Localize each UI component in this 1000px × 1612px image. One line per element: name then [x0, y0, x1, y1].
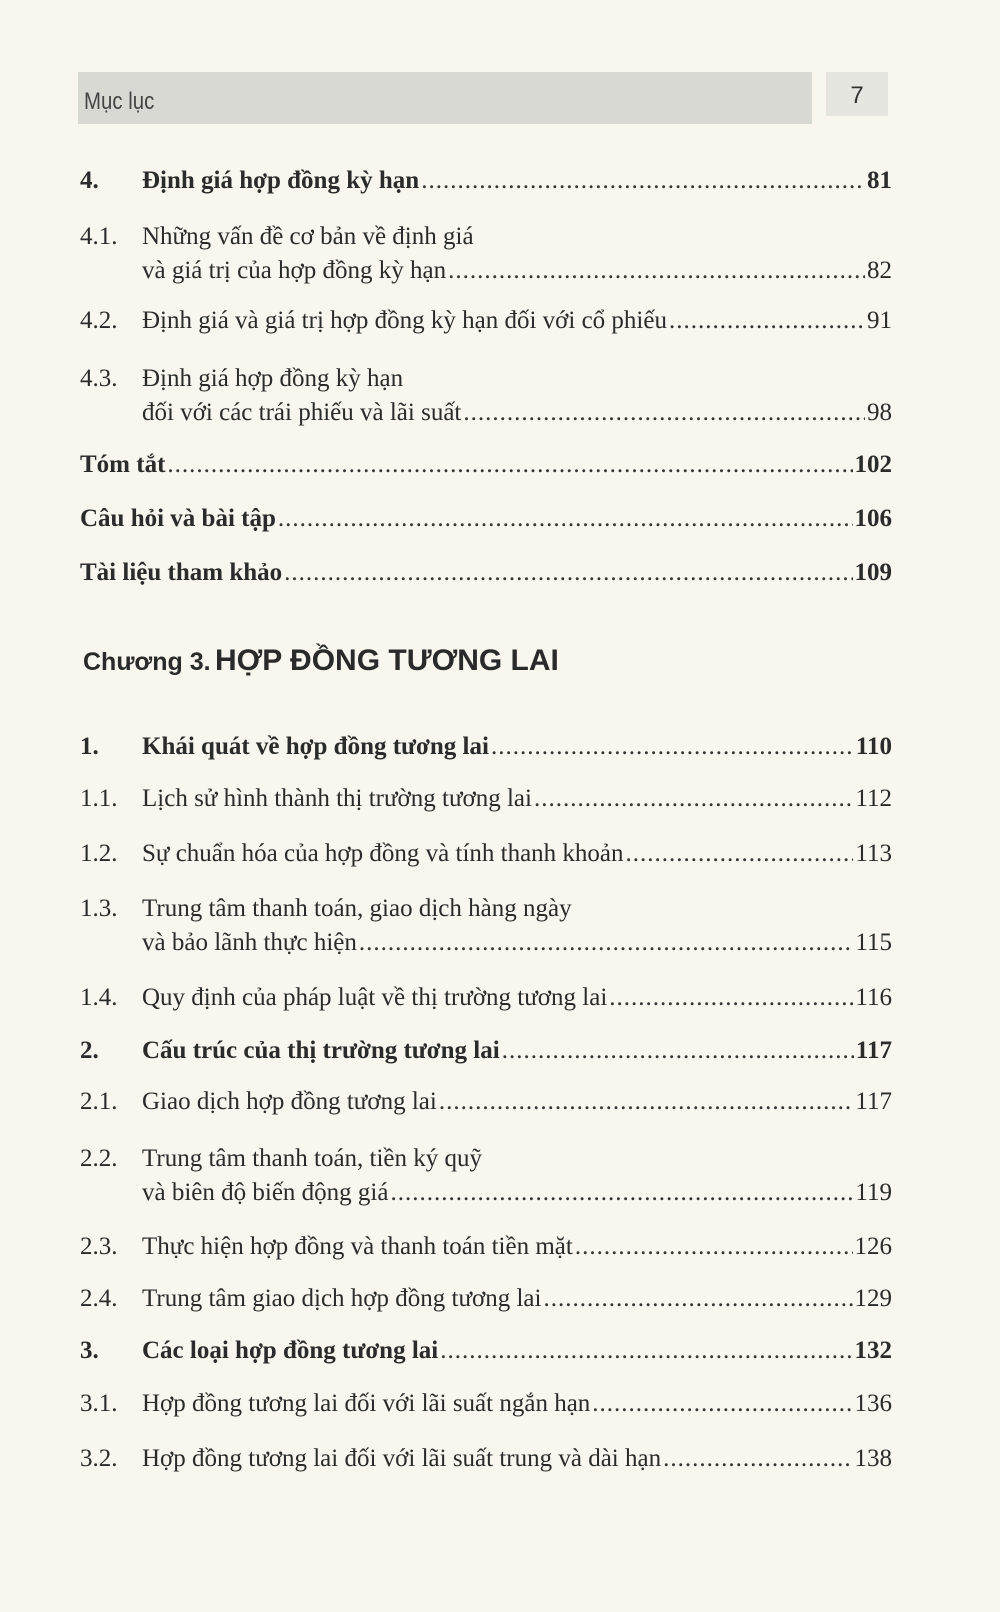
toc-entry-title: Lịch sử hình thành thị trường tương lai — [142, 785, 532, 812]
toc-entry — [80, 362, 892, 430]
toc-entry-page: 129 — [854, 1285, 892, 1312]
toc-entry-title: Định giá và giá trị hợp đồng kỳ hạn đối với cổ phiếu — [142, 307, 667, 334]
toc-entry-page: 113 — [855, 840, 892, 867]
toc-entry-page: 91 — [867, 307, 892, 334]
toc-entry-title: Hợp đồng tương lai đối với lãi suất trung và dài hạn — [142, 1445, 662, 1472]
toc-entry — [80, 1442, 892, 1476]
dot-leader — [421, 164, 865, 198]
toc-entry — [80, 304, 892, 338]
dot-leader — [663, 1442, 852, 1476]
toc-entry — [80, 1085, 892, 1119]
dot-leader — [448, 254, 865, 288]
chapter-number: Chương 3. — [83, 648, 211, 676]
toc-entry-number: 4.1. — [80, 223, 118, 250]
toc-entry-title: Trung tâm thanh toán, tiền ký quỹ — [142, 1145, 483, 1172]
toc-entry — [80, 892, 892, 960]
toc-entry-page: 117 — [855, 1088, 892, 1115]
toc-entry-number: 1. — [80, 733, 99, 760]
dot-leader — [463, 396, 865, 430]
toc-entry — [80, 981, 892, 1015]
toc-entry-number: 2. — [80, 1037, 99, 1064]
toc-entry-page: 102 — [854, 451, 892, 478]
toc-entry-title: Tài liệu tham khảo — [80, 559, 283, 586]
toc-entry-number: 4.2. — [80, 307, 118, 334]
toc-entry-title: Định giá hợp đồng kỳ hạn — [142, 365, 404, 392]
dot-leader — [439, 1085, 854, 1119]
dot-leader — [502, 1034, 854, 1068]
chapter-title: HỢP ĐỒNG TƯƠNG LAI — [215, 644, 559, 677]
toc-entry-page: 109 — [854, 559, 892, 586]
toc-entry-page: 136 — [854, 1390, 892, 1417]
toc-entry-title: Trung tâm thanh toán, giao dịch hàng ngày — [142, 895, 572, 922]
toc-entry-title: Câu hỏi và bài tập — [80, 505, 276, 532]
dot-leader — [609, 981, 853, 1015]
dot-leader — [167, 448, 852, 482]
dot-leader — [575, 1230, 853, 1264]
dot-leader — [592, 1387, 852, 1421]
toc-entry-number: 3. — [80, 1337, 99, 1364]
toc-entry-page: 138 — [854, 1445, 892, 1472]
dot-leader — [626, 837, 854, 871]
toc-entry — [80, 220, 892, 288]
toc-entry-page: 126 — [854, 1233, 892, 1260]
toc-entry-page: 116 — [855, 984, 892, 1011]
toc-entry-page: 98 — [867, 399, 892, 426]
toc-entry-number: 2.3. — [80, 1233, 118, 1260]
toc-entry-number: 2.4. — [80, 1285, 118, 1312]
dot-leader — [491, 730, 854, 764]
toc-entry-page: 117 — [855, 1037, 892, 1064]
toc-entry-title: Tóm tắt — [80, 451, 166, 478]
toc-entry-title: Những vấn đề cơ bản về định giá — [142, 223, 474, 250]
toc-entry-number: 4. — [80, 167, 99, 194]
toc-entry-page: 112 — [855, 785, 892, 812]
toc-entry-page: 119 — [855, 1179, 892, 1206]
dot-leader — [278, 502, 853, 536]
dot-leader — [284, 556, 852, 590]
toc-entry-page: 132 — [854, 1337, 892, 1364]
dot-leader — [440, 1334, 852, 1368]
toc-entry-page: 115 — [855, 929, 892, 956]
toc-entry-title: Quy định của pháp luật về thị trường tương lai — [142, 984, 608, 1011]
toc-entry-title: Khái quát về hợp đồng tương lai — [142, 733, 489, 760]
toc-entry — [80, 1034, 892, 1068]
dot-leader — [534, 782, 853, 816]
toc-entry-title: Sự chuẩn hóa của hợp đồng và tính thanh khoản — [142, 840, 624, 867]
toc-entry-number: 2.1. — [80, 1088, 118, 1115]
dot-leader — [390, 1176, 853, 1210]
dot-leader — [359, 926, 854, 960]
toc-entry — [80, 502, 892, 536]
chapter-heading — [83, 644, 559, 678]
toc-entry-title: Giao dịch hợp đồng tương lai — [142, 1088, 437, 1115]
toc-entry-page: 82 — [867, 257, 892, 284]
toc-entry-title: Trung tâm giao dịch hợp đồng tương lai — [142, 1285, 542, 1312]
running-header-bar — [78, 72, 812, 124]
toc-entry-title: Cấu trúc của thị trường tương lai — [142, 1037, 500, 1064]
toc-entry-page: 106 — [854, 505, 892, 532]
toc-entry-title: Thực hiện hợp đồng và thanh toán tiền mặt — [142, 1233, 573, 1260]
toc-entry — [80, 837, 892, 871]
toc-entry — [80, 1142, 892, 1210]
toc-entry — [80, 1387, 892, 1421]
toc-entry-title: và giá trị của hợp đồng kỳ hạn — [142, 257, 447, 284]
toc-entry — [80, 730, 892, 764]
toc-entry-number: 1.3. — [80, 895, 118, 922]
toc-entry — [80, 556, 892, 590]
toc-entry-page: 110 — [855, 733, 892, 760]
running-header-title: Mục lục — [84, 88, 155, 115]
page-number: 7 — [826, 72, 888, 116]
toc-entry-number: 2.2. — [80, 1145, 118, 1172]
toc-entry-title: đối với các trái phiếu và lãi suất — [142, 399, 462, 426]
toc-entry-number: 4.3. — [80, 365, 118, 392]
toc-entry-title: và bảo lãnh thực hiện — [142, 929, 357, 956]
toc-entry-title: và biên độ biến động giá — [142, 1179, 389, 1206]
toc-entry-number: 3.1. — [80, 1390, 118, 1417]
toc-entry-title: Hợp đồng tương lai đối với lãi suất ngắn hạn — [142, 1390, 591, 1417]
toc-entry-number: 1.4. — [80, 984, 118, 1011]
toc-entry-page: 81 — [867, 167, 892, 194]
toc-entry-number: 1.1. — [80, 785, 118, 812]
toc-entry — [80, 1334, 892, 1368]
toc-entry — [80, 1230, 892, 1264]
toc-entry-title: Các loại hợp đồng tương lai — [142, 1337, 439, 1364]
toc-entry — [80, 164, 892, 198]
toc-entry-number: 1.2. — [80, 840, 118, 867]
toc-entry — [80, 1282, 892, 1316]
dot-leader — [543, 1282, 852, 1316]
toc-entry — [80, 782, 892, 816]
dot-leader — [669, 304, 865, 338]
toc-entry-number: 3.2. — [80, 1445, 118, 1472]
toc-entry-title: Định giá hợp đồng kỳ hạn — [142, 167, 420, 194]
toc-entry — [80, 448, 892, 482]
